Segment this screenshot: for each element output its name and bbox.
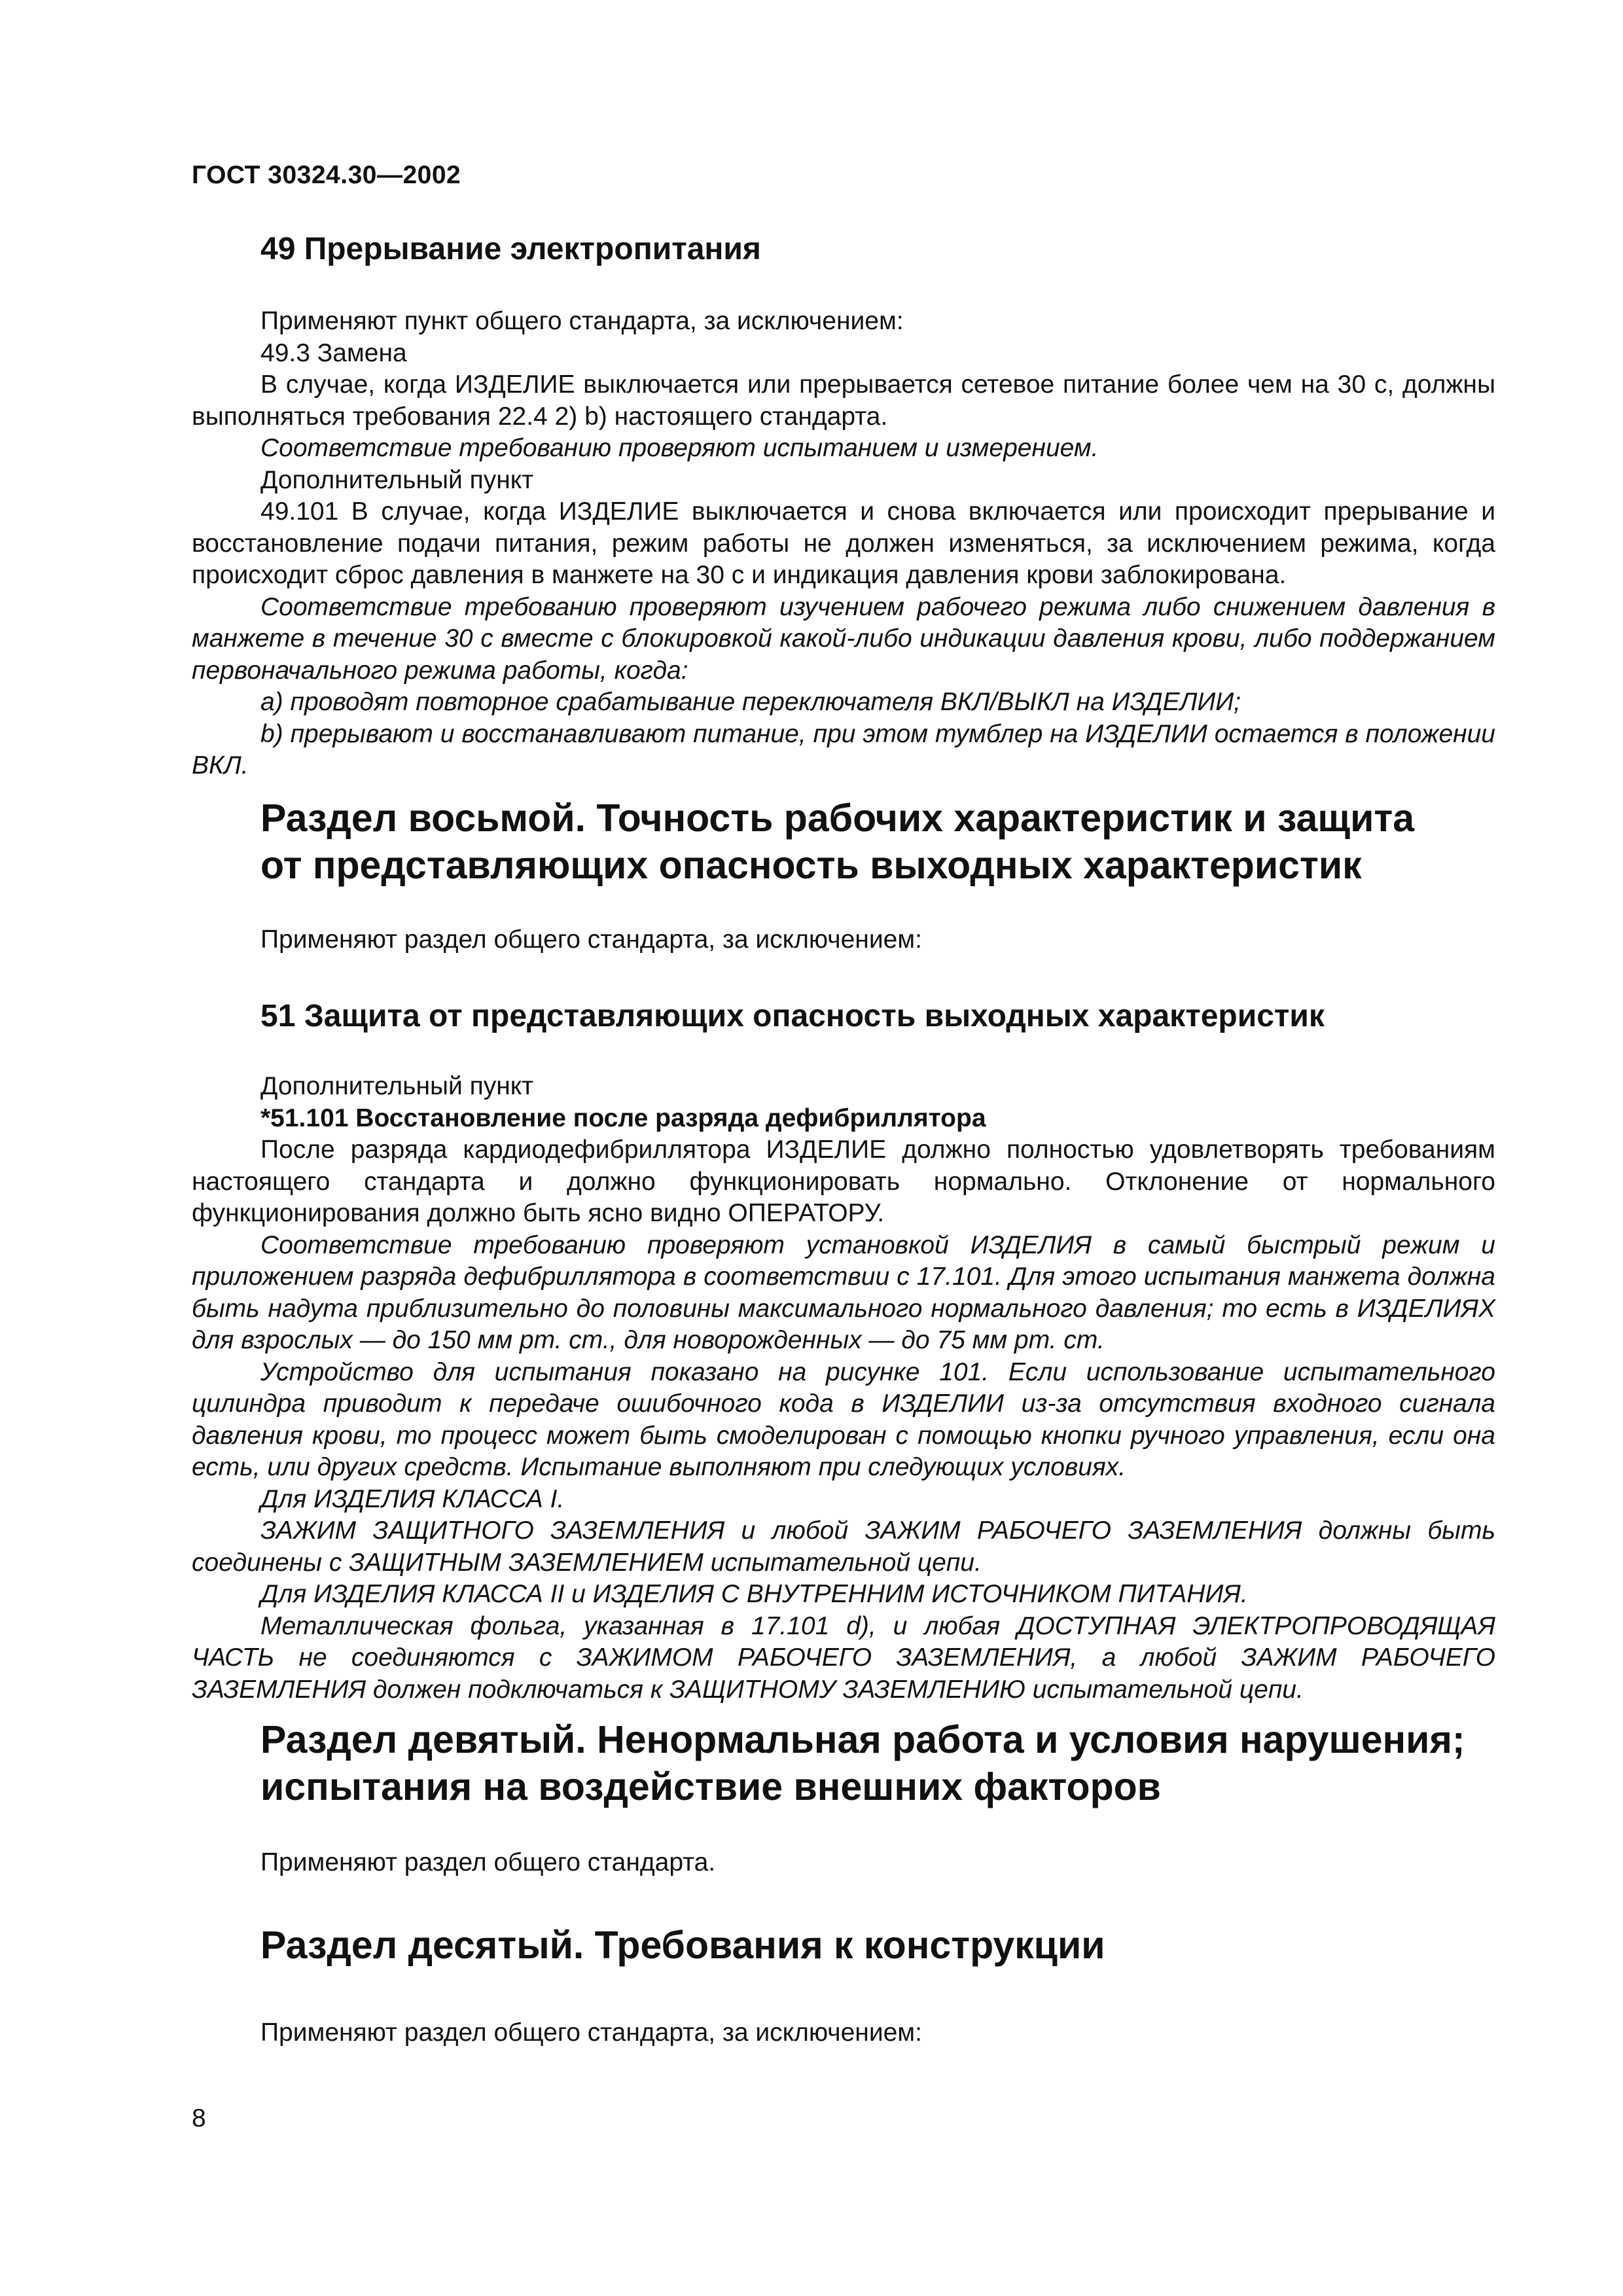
part-9-body (192, 1847, 1495, 1879)
paragraph: Применяют пункт общего стандарта, за исключением: (260, 307, 904, 335)
part-9-title-line-2: испытания на воздействие внешних факторов (260, 1765, 1161, 1808)
compliance-note: Соответствие требованию проверяют испытанием и измерением. (260, 434, 1099, 462)
section-49-title: 49 Прерывание электропитания (260, 232, 761, 266)
part-9-heading (192, 1716, 1495, 1810)
part-8-body (192, 924, 1495, 956)
section-51-body (192, 1071, 1495, 1706)
part-8-heading (192, 795, 1495, 889)
compliance-note: Соответствие требованию проверяют установкой ИЗДЕЛИЯ в самый быстрый режим и приложением разряда дефибриллятора в соответствии с 17.101. Для этого испытания манжета должна быть надута приблизительно до половины максимального нормального давления; то есть в ИЗДЕЛИЯХ для взрослых — до 150 мм рт. ст., для новорожденных — до 75 мм рт. ст. (192, 1230, 1495, 1354)
paragraph: Устройство для испытания показано на рисунке 101. Если использование испытательного цилиндра приводит к передаче ошибочного кода в ИЗДЕЛИИ из-за отсутствия входного сигнала давления крови, то процесс может быть смоделирован с помощью кнопки ручного управления, если она есть, или других средств. Испытание выполняют при следующих условиях. (192, 1357, 1495, 1481)
paragraph: 49.101 В случае, когда ИЗДЕЛИЕ выключается и снова включается или происходит прерывание и восстановление подачи питания, режим работы не должен изменяться, за исключением режима, когда происходит сброс давления в манжете на 30 с и индикация давления крови заблокирована. (192, 497, 1495, 589)
section-51-title: 51 Защита от представляющих опасность выходных характеристик (260, 999, 1325, 1033)
list-item: а) проводят повторное срабатывание переключателя ВКЛ/ВЫКЛ на ИЗДЕЛИИ; (260, 688, 1241, 716)
paragraph: Применяют раздел общего стандарта. (260, 1848, 716, 1876)
paragraph: Дополнительный пункт (260, 465, 534, 494)
standard-header: ГОСТ 30324.30—2002 (192, 161, 461, 189)
clause-title: *51.101 Восстановление после разряда дефибриллятора (260, 1103, 986, 1132)
clause-number: 49.3 Замена (260, 338, 407, 367)
section-49-body (192, 306, 1495, 782)
part-8-title-line-2: от представляющих опасность выходных характеристик (260, 844, 1362, 887)
part-9-title-line-1: Раздел девятый. Ненормальная работа и условия нарушения; (260, 1718, 1465, 1761)
paragraph: Металлическая фольга, указанная в 17.101 d), и любая ДОСТУПНАЯ ЭЛЕКТРОПРОВОДЯЩАЯ ЧАСТЬ не соединяются с ЗАЖИМОМ РАБОЧЕГО ЗАЗЕМЛЕНИЯ, а любой ЗАЖИМ РАБОЧЕГО ЗАЗЕМЛЕНИЯ должен подключаться к ЗАЩИТНОМУ ЗАЗЕМЛЕНИЮ испытательной цепи. (192, 1611, 1495, 1704)
paragraph: Дополнительный пункт (260, 1072, 534, 1100)
paragraph: После разряда кардиодефибриллятора ИЗДЕЛИЕ должно полностью удовлетворять требованиям настоящего стандарта и должно функционировать нормально. Отклонение от нормального функционирования должно быть ясно видно ОПЕРАТОРУ. (192, 1136, 1495, 1227)
part-8-title-line-1: Раздел восьмой. Точность рабочих характеристик и защита (260, 797, 1415, 840)
paragraph: Для ИЗДЕЛИЯ КЛАССА I. (260, 1484, 565, 1513)
paragraph: ЗАЖИМ ЗАЩИТНОГО ЗАЗЕМЛЕНИЯ и любой ЗАЖИМ РАБОЧЕГО ЗАЗЕМЛЕНИЯ должны быть соединены с ЗАЩИТНЫМ ЗАЗЕМЛЕНИЕМ испытательной цепи. (192, 1516, 1495, 1577)
paragraph: Применяют раздел общего стандарта, за исключением: (260, 2018, 922, 2047)
paragraph: Для ИЗДЕЛИЯ КЛАССА II и ИЗДЕЛИЯ С ВНУТРЕННИМ ИСТОЧНИКОМ ПИТАНИЯ. (260, 1580, 1248, 1608)
section-49 (192, 230, 1495, 268)
paragraph: В случае, когда ИЗДЕЛИЕ выключается или прерывается сетевое питание более чем на 30 с, должны выполняться требования 22.4 2) b) настоящего стандарта. (192, 370, 1495, 431)
list-item: b) прерывают и восстанавливают питание, при этом тумблер на ИЗДЕЛИИ остается в положении ВКЛ. (192, 719, 1495, 780)
paragraph: Применяют раздел общего стандарта, за исключением: (260, 925, 922, 954)
part-10-body (192, 2017, 1495, 2049)
part-10-heading (192, 1922, 1495, 1969)
compliance-note: Соответствие требованию проверяют изучением рабочего режима либо снижением давления в манжете в течение 30 с вместе с блокировкой какой-либо индикации давления крови, либо поддержанием первоначального режима работы, когда: (192, 592, 1495, 685)
section-51 (192, 997, 1495, 1035)
page-number: 8 (192, 2104, 206, 2132)
part-10-title: Раздел десятый. Требования к конструкции (260, 1924, 1105, 1967)
